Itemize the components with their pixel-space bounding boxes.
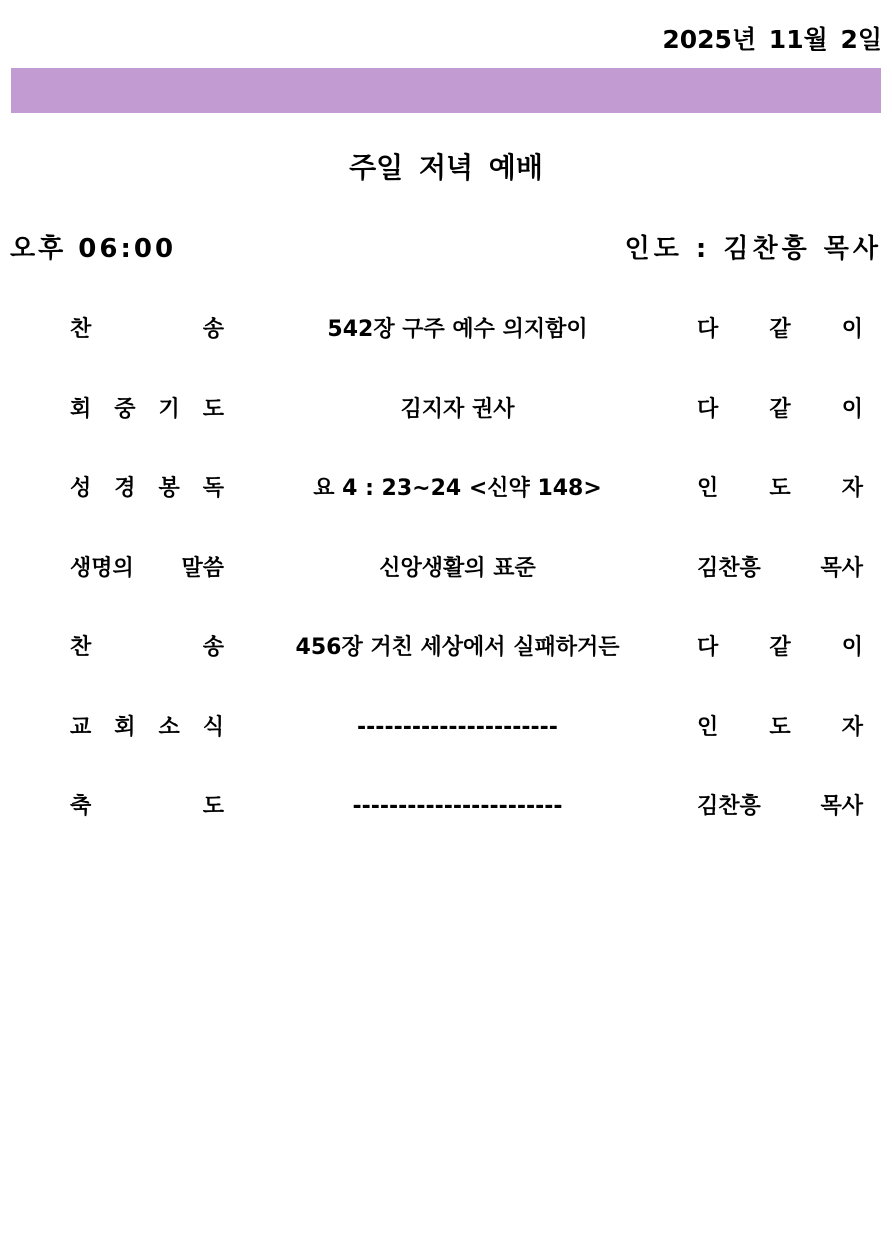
order-row-announcements bbox=[0, 689, 892, 769]
order-item: 회 중 기 도 bbox=[70, 396, 224, 422]
service-leader: 인도 : 김찬흥 목사 bbox=[624, 234, 882, 264]
order-person: 김찬흥 목사 bbox=[697, 555, 863, 581]
order-item: 찬 송 bbox=[70, 635, 224, 660]
service-title: 주일 저녁 예배 bbox=[349, 151, 543, 184]
order-row-hymn-2 bbox=[0, 609, 892, 689]
order-content: 신앙생활의 표준 bbox=[379, 555, 536, 581]
order-person: 다 같 이 bbox=[697, 317, 863, 342]
order-row-benediction bbox=[0, 768, 892, 848]
order-content: ---------------------- bbox=[357, 714, 558, 740]
order-item: 축 도 bbox=[70, 794, 224, 819]
header-band bbox=[11, 68, 881, 113]
order-person: 인 도 자 bbox=[697, 714, 863, 740]
order-person: 인 도 자 bbox=[697, 476, 863, 501]
order-content: 456장 거친 세상에서 실패하거든 bbox=[295, 635, 620, 660]
order-row-hymn-1 bbox=[0, 291, 892, 371]
service-time: 오후 06:00 bbox=[10, 234, 177, 264]
order-item: 찬 송 bbox=[70, 317, 224, 342]
order-person: 다 같 이 bbox=[697, 635, 863, 660]
order-row-prayer bbox=[0, 371, 892, 451]
order-content: 요 4 : 23~24 <신약 148> bbox=[313, 476, 602, 501]
order-row-sermon bbox=[0, 530, 892, 610]
order-person: 김찬흥 목사 bbox=[697, 794, 863, 819]
order-of-service bbox=[0, 291, 892, 848]
order-person: 다 같 이 bbox=[697, 396, 863, 422]
order-item: 생명의 말씀 bbox=[70, 555, 224, 581]
order-item: 성 경 봉 독 bbox=[70, 476, 224, 501]
order-row-scripture bbox=[0, 450, 892, 530]
order-item: 교 회 소 식 bbox=[70, 714, 224, 740]
order-content: 542장 구주 예수 의지함이 bbox=[327, 317, 588, 342]
bulletin-date: 2025년 11월 2일 bbox=[662, 25, 882, 54]
order-content: ----------------------- bbox=[352, 794, 563, 819]
order-content: 김지자 권사 bbox=[400, 396, 515, 422]
